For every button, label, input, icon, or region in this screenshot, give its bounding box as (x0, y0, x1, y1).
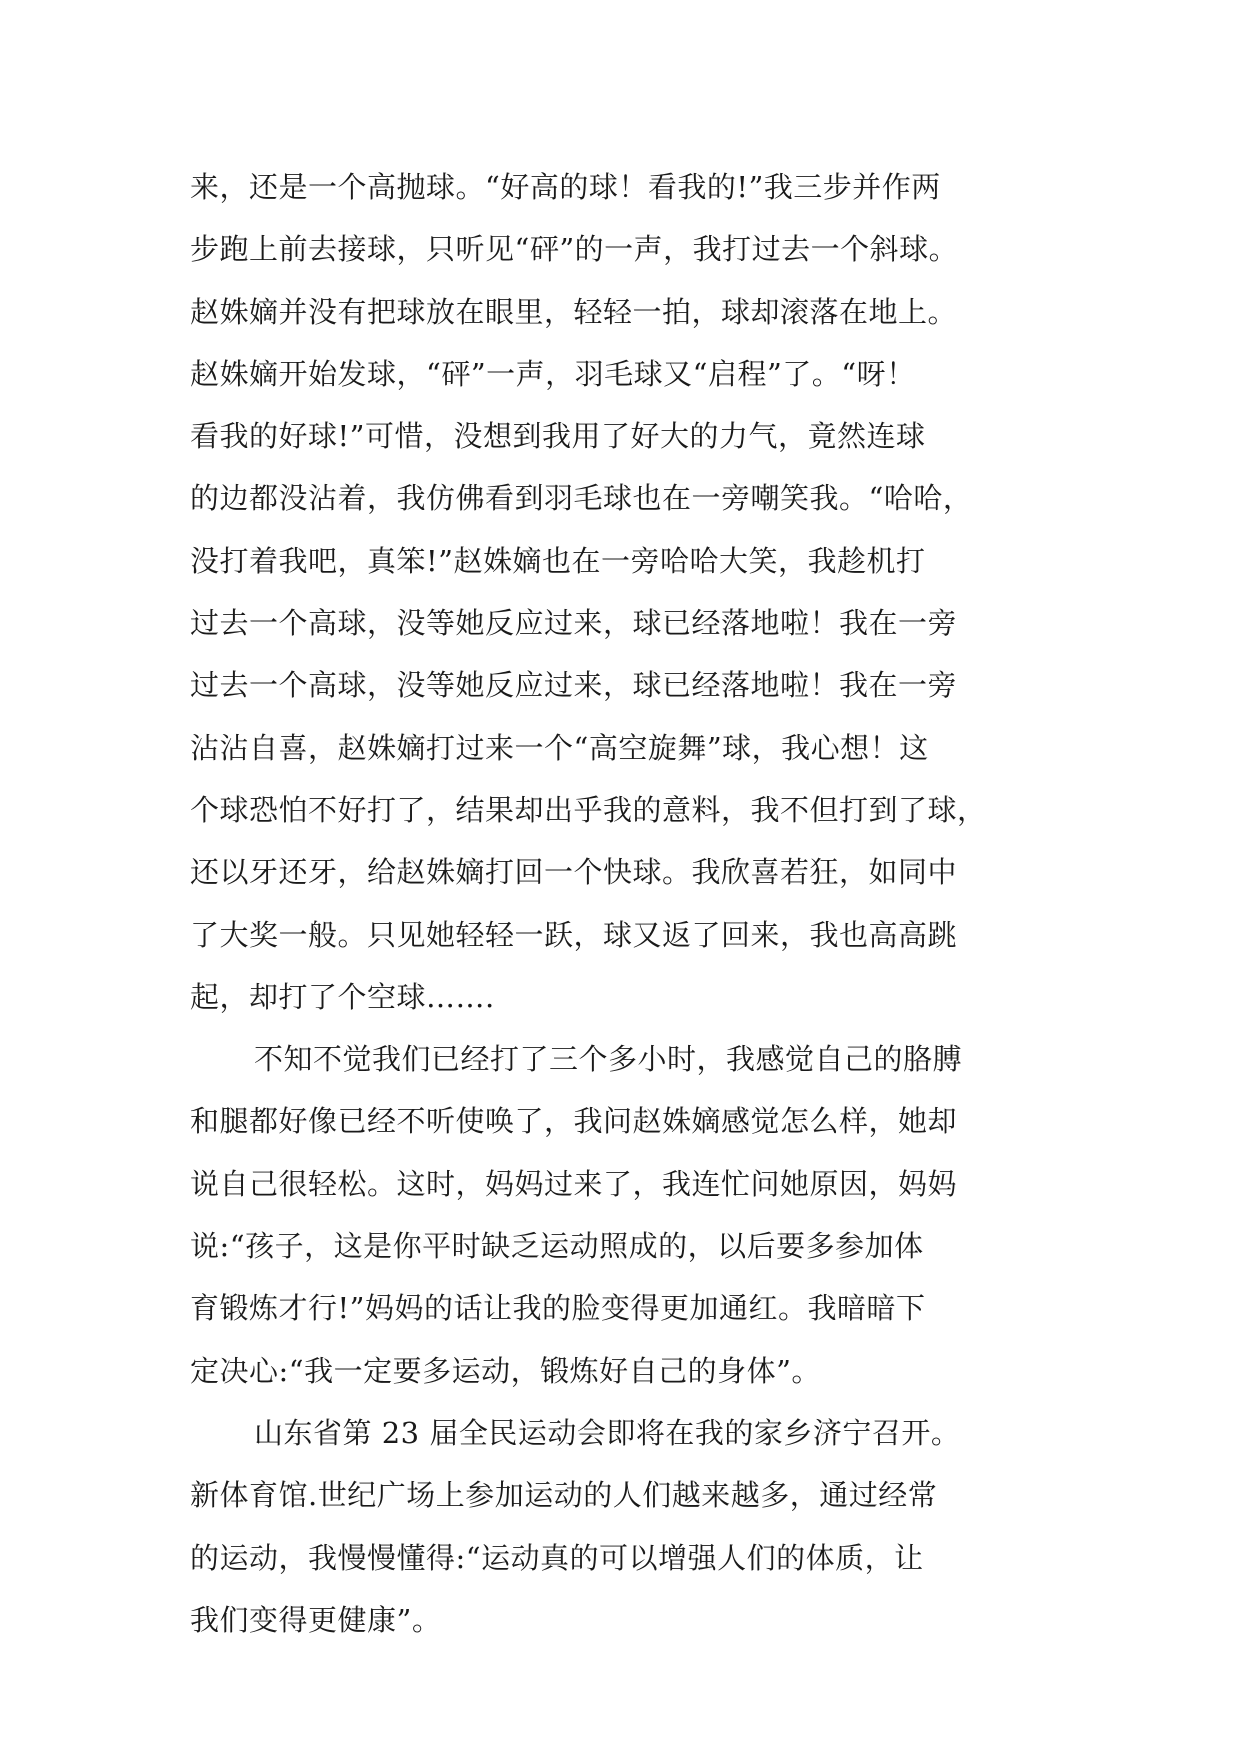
text-line: 了大奖一般。只见她轻轻一跃，球又返了回来，我也高高跳 (190, 917, 958, 952)
text-line: 和腿都好像已经不听使唤了，我问赵姝嫡感觉怎么样，她却 (190, 1104, 958, 1139)
text-line: 过去一个高球，没等她反应过来，球已经落地啦！我在一旁 (190, 668, 958, 703)
text-line: 说自己很轻松。这时，妈妈过来了，我连忙问她原因，妈妈 (190, 1166, 958, 1201)
text-line: 赵姝嫡开始发球，“砰”一声，羽毛球又“启程”了。“呀！ (190, 356, 916, 391)
text-line: 我们变得更健康”。 (190, 1602, 442, 1637)
text-line: 看我的好球!”可惜，没想到我用了好大的力气，竟然连球 (190, 419, 926, 454)
text-line: 赵姝嫡并没有把球放在眼里，轻轻一拍，球却滚落在地上。 (190, 294, 958, 329)
text-line: 新体育馆.世纪广场上参加运动的人们越来越多，通过经常 (190, 1478, 938, 1513)
text-line: 来，还是一个高抛球。“好高的球！看我的!”我三步并作两 (190, 170, 941, 204)
text-line: 起，却打了个空球……. (190, 979, 495, 1014)
essay-body (190, 156, 1070, 1651)
text-line: 的运动，我慢慢懂得:“运动真的可以增强人们的体质，让 (190, 1540, 924, 1575)
paragraph-start-line: 不知不觉我们已经打了三个多小时，我感觉自己的胳膊 (254, 1042, 963, 1077)
text-line: 还以牙还牙，给赵姝嫡打回一个快球。我欣喜若狂，如同中 (190, 855, 958, 890)
text-line: 的边都没沾着，我仿佛看到羽毛球也在一旁嘲笑我。“哈哈， (190, 481, 973, 516)
paragraph-start-line: 山东省第 23 届全民运动会即将在我的家乡济宁召开。 (254, 1415, 961, 1450)
text-line: 过去一个高球，没等她反应过来，球已经落地啦！我在一旁 (190, 606, 958, 641)
text-line: 定决心:“我一定要多运动，锻炼好自己的身体”。 (190, 1353, 821, 1388)
text-line: 说:“孩子，这是你平时缺乏运动照成的，以后要多参加体 (190, 1229, 924, 1264)
text-line: 个球恐怕不好打了，结果却出乎我的意料，我不但打到了球， (190, 792, 987, 827)
text-line: 育锻炼才行!”妈妈的话让我的脸变得更加通红。我暗暗下 (190, 1291, 926, 1326)
text-line: 没打着我吧，真笨!”赵姝嫡也在一旁哈哈大笑，我趁机打 (190, 543, 926, 578)
text-line: 步跑上前去接球，只听见“砰”的一声，我打过去一个斜球。 (190, 232, 959, 267)
text-line: 沾沾自喜，赵姝嫡打过来一个“高空旋舞”球，我心想！这 (190, 730, 929, 765)
